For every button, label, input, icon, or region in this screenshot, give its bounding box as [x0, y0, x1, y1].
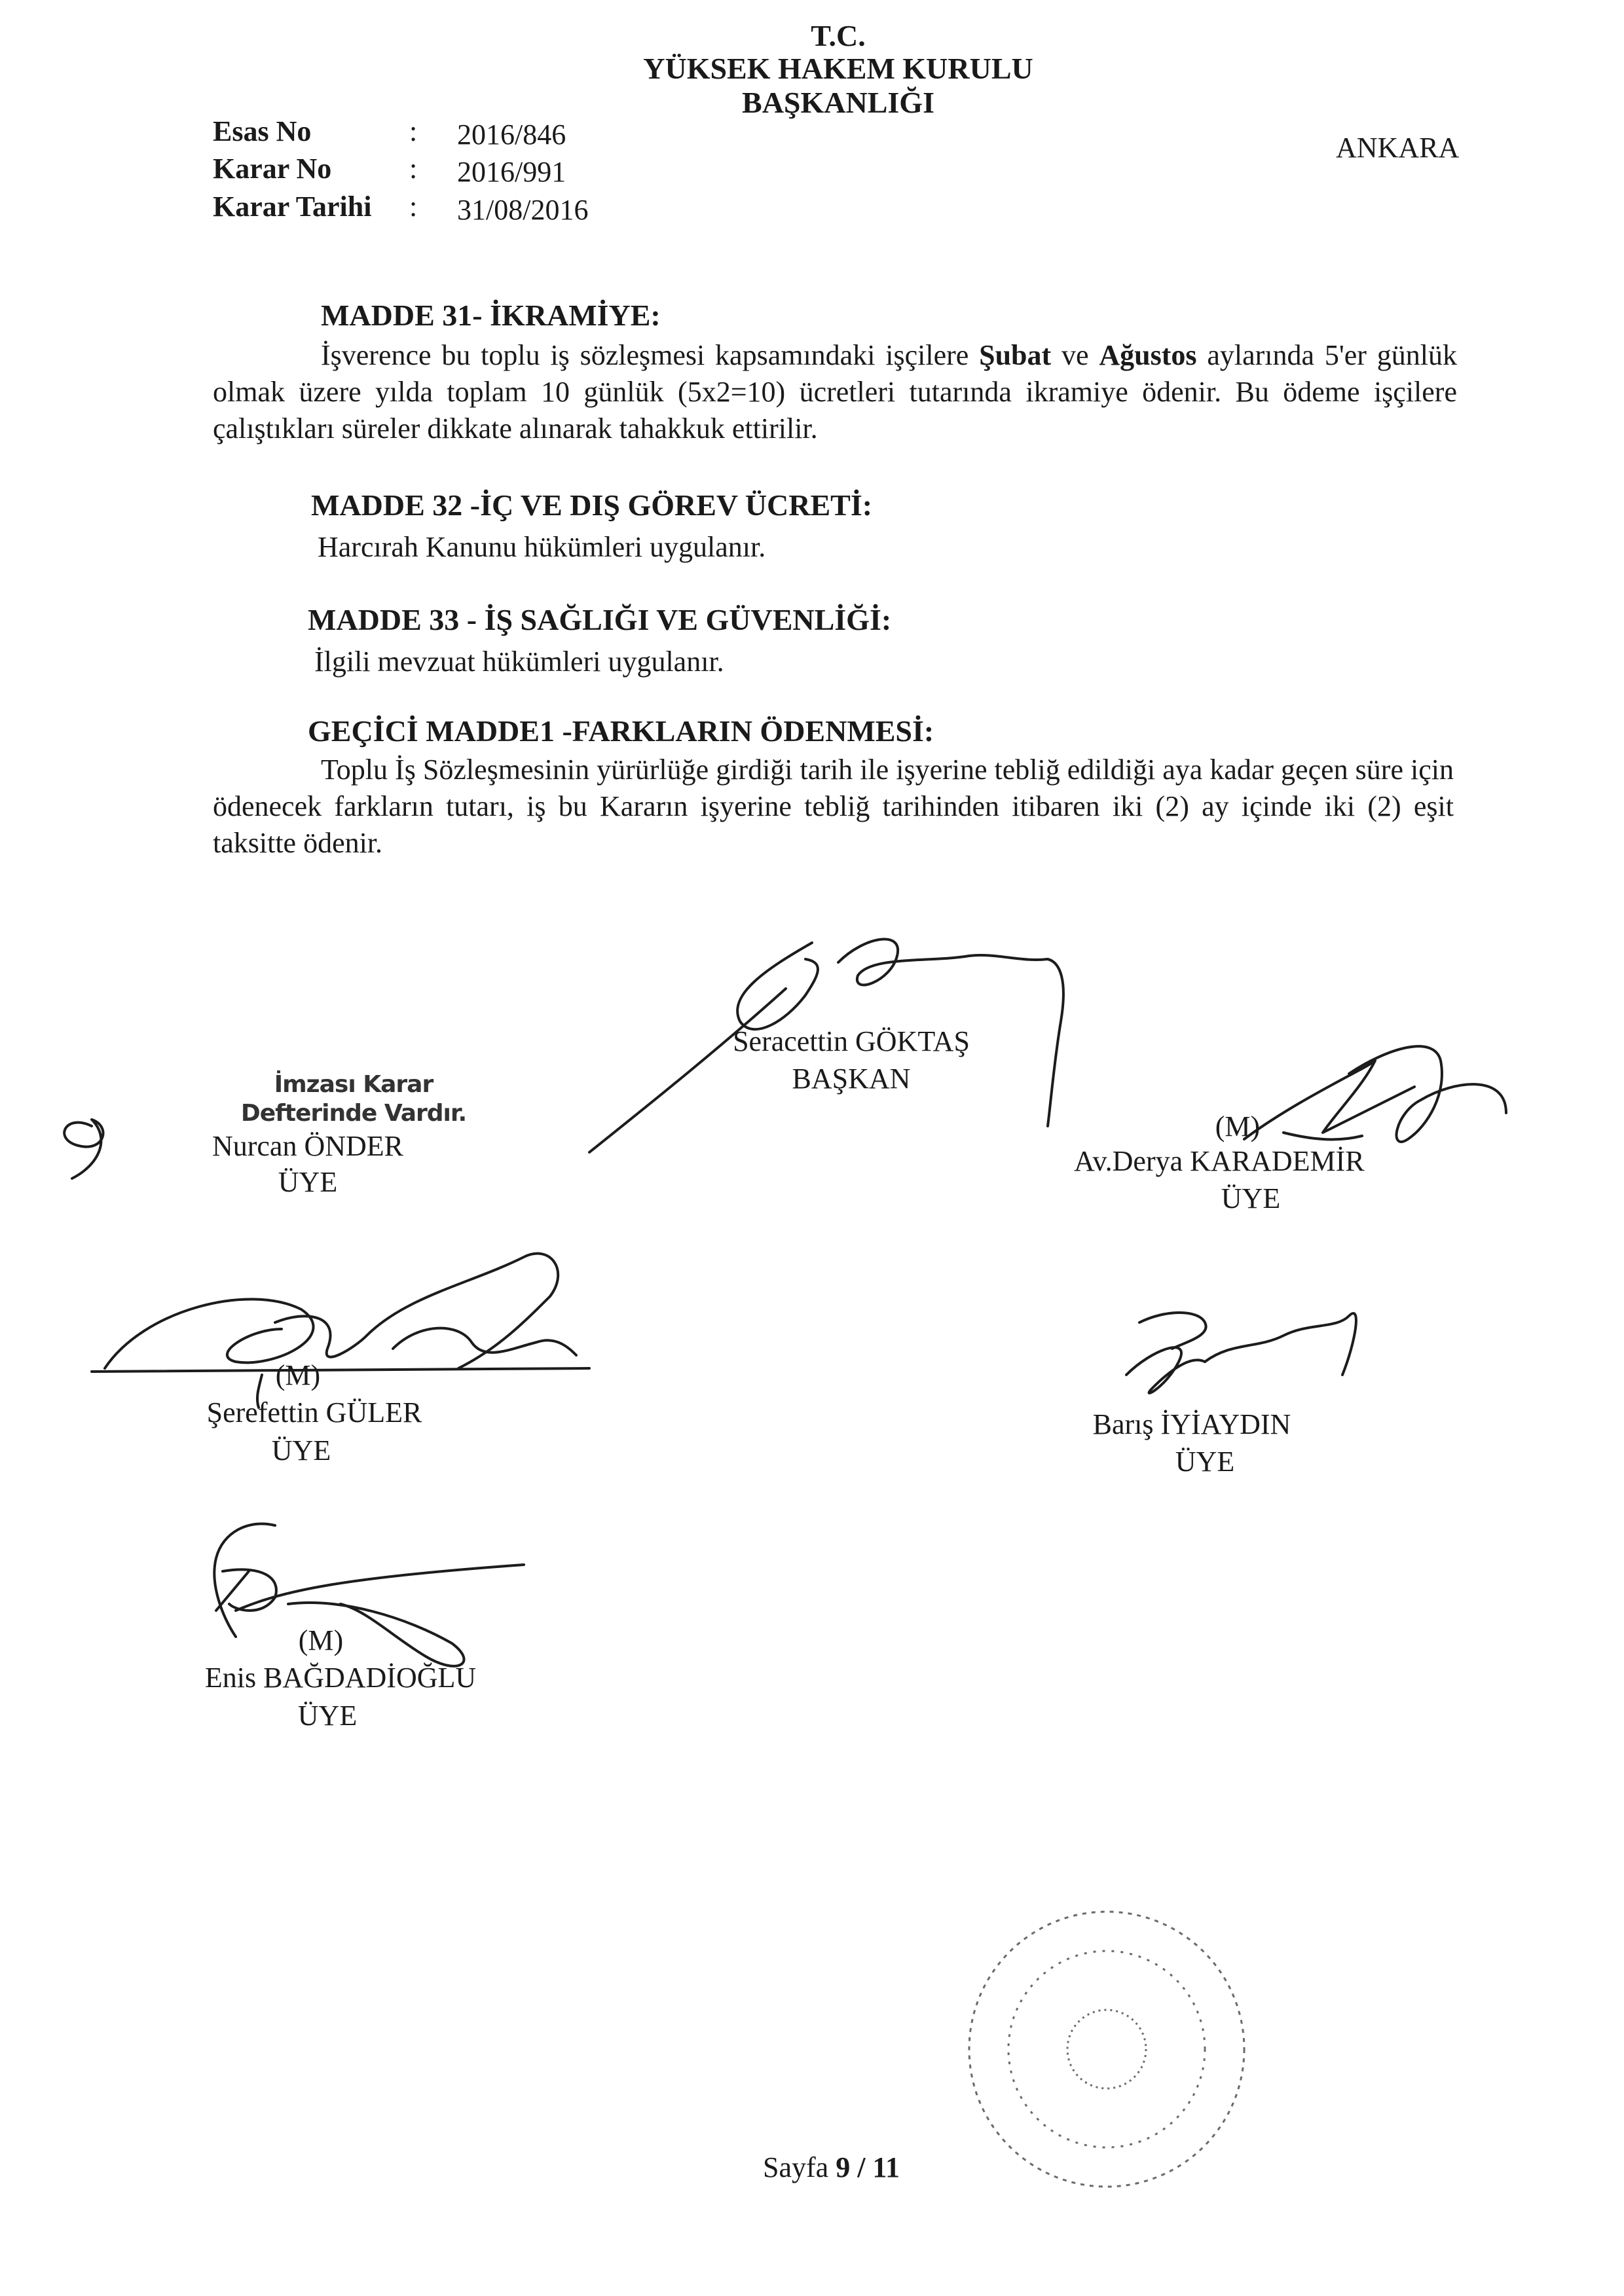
temporary-article-heading: GEÇİCİ MADDE1 -FARKLARIN ÖDENMESİ:: [308, 714, 934, 748]
nine-mark: [64, 1120, 103, 1178]
esas-value: 2016/846: [457, 118, 566, 151]
iyiaydin-signature: [1126, 1313, 1356, 1393]
header-office: BAŞKANLIĞI: [742, 86, 934, 119]
member1-note: İmzası Karar Defterinde Vardır.: [240, 1071, 467, 1127]
article-32-heading: MADDE 32 -İÇ VE DIŞ GÖREV ÜCRETİ:: [311, 488, 873, 522]
member5-role: ÜYE: [297, 1700, 358, 1732]
member3-role: ÜYE: [271, 1434, 331, 1467]
karademir-signature: [1244, 1046, 1506, 1142]
article-31-text: İşverence bu toplu iş sözleşmesi kapsamındaki işçilere Şubat ve Ağustos aylarında 5'er günlük olmak üzere yılda toplam 10 günlük (5x2=10) ücretleri tutarında ikramiye ödenir. Bu ödeme işçilere çalıştıkları süreler dikkate alınarak tahakkuk ettirilir.: [213, 339, 1457, 445]
article-33-text: İlgili mevzuat hükümleri uygulanır.: [314, 646, 724, 678]
header-city: ANKARA: [1336, 132, 1460, 164]
official-stamp: [969, 1912, 1244, 2187]
tarih-label: Karar Tarihi: [213, 191, 372, 223]
member1-name: Nurcan ÖNDER: [212, 1130, 404, 1162]
esas-label: Esas No: [213, 115, 312, 147]
bagdadioglu-signature: [214, 1523, 524, 1666]
esas-sep: :: [409, 115, 418, 147]
article-32-text: Harcırah Kanunu hükümleri uygulanır.: [318, 531, 766, 563]
member2-name: Av.Derya KARADEMİR: [1074, 1145, 1365, 1177]
guler-signature: [92, 1254, 589, 1408]
member4-role: ÜYE: [1175, 1446, 1235, 1478]
header-institution: YÜKSEK HAKEM KURULU: [643, 52, 1033, 85]
page-number: Sayfa 9 / 11: [763, 2151, 900, 2183]
chair-role: BAŞKAN: [792, 1063, 911, 1095]
tarih-value: 31/08/2016: [457, 194, 589, 226]
karar-value: 2016/991: [457, 156, 566, 188]
article-31-heading: MADDE 31- İKRAMİYE:: [321, 299, 661, 332]
member5-name: Enis BAĞDADİOĞLU: [204, 1662, 477, 1694]
member4-name: Barış İYİAYDIN: [1092, 1408, 1291, 1440]
tarih-sep: :: [409, 191, 418, 223]
article-33-heading: MADDE 33 - İŞ SAĞLIĞI VE GÜVENLİĞİ:: [308, 603, 892, 636]
member5-mark: (M): [298, 1624, 344, 1656]
member2-mark: (M): [1215, 1110, 1261, 1142]
member3-name: Şerefettin GÜLER: [206, 1396, 422, 1429]
member1-role: ÜYE: [278, 1166, 338, 1198]
header-tc: T.C.: [811, 19, 866, 52]
member2-role: ÜYE: [1221, 1182, 1281, 1214]
karar-label: Karar No: [213, 153, 332, 185]
karar-sep: :: [409, 153, 418, 185]
member3-mark: (M): [275, 1359, 321, 1391]
chair-name: Seracettin GÖKTAŞ: [733, 1025, 970, 1057]
temporary-article-text: Toplu İş Sözleşmesinin yürürlüğe girdiği tarih ile işyerine tebliğ edildiği aya kadar geçen süre için ödenecek farkların tutarı, iş bu Kararın işyerine tebliğ tarihinden itibaren iki (2) ay içinde iki (2) eşit taksitte ödenir.: [213, 754, 1454, 859]
